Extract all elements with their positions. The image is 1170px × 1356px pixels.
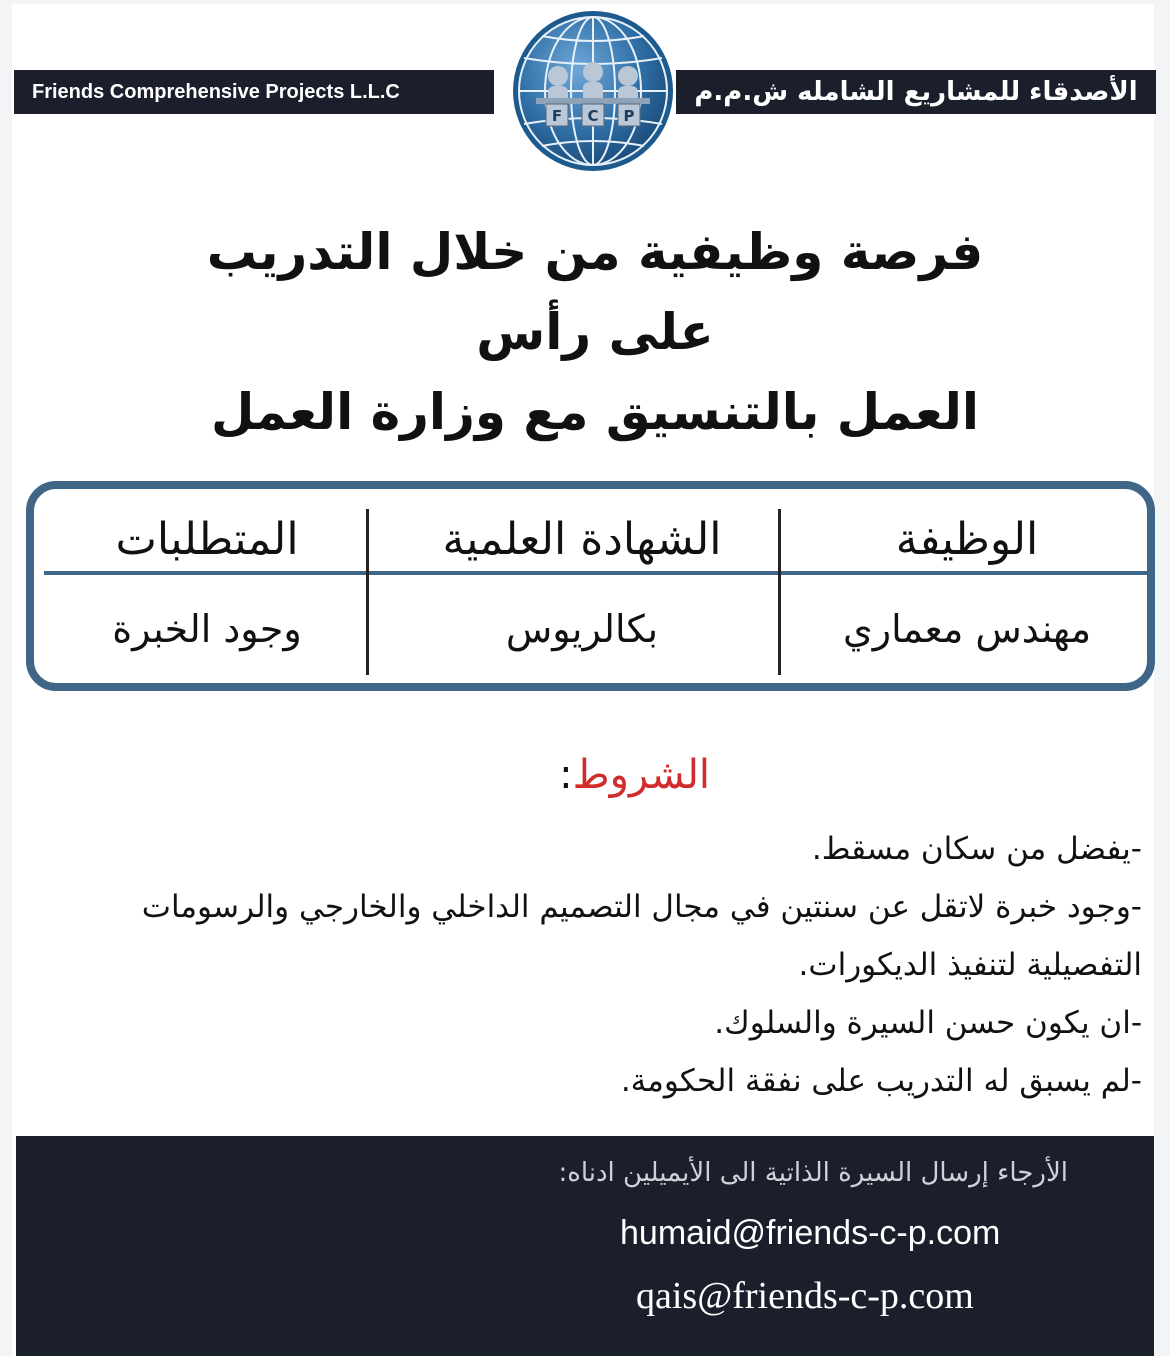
- company-name-ar-bar: [676, 70, 1156, 114]
- page-title: [150, 212, 1040, 452]
- logo-letter-f: F: [551, 107, 563, 125]
- cell-requirements: وجود الخبرة: [112, 607, 302, 651]
- header-job: الوظيفة: [895, 513, 1039, 565]
- header-degree: الشهادة العلمية: [442, 513, 722, 565]
- job-table: [26, 481, 1155, 691]
- conditions-title: الشروط: [572, 752, 710, 798]
- title-line-1: فرصة وظيفية من خلال التدريب على رأس: [206, 223, 984, 361]
- table-header-row: [34, 507, 1147, 571]
- condition-item: -يفضل من سكان مسقط.: [811, 831, 1142, 867]
- cv-instruction: الأرجاء إرسال السيرة الذاتية الى الأيميلين ادناه:: [558, 1158, 1068, 1188]
- condition-item: -ان يكون حسن السيرة والسلوك.: [714, 1005, 1142, 1041]
- logo-letter-c: C: [587, 107, 599, 125]
- company-name-en: Friends Comprehensive Projects L.L.C: [32, 80, 400, 103]
- cell-job: مهندس معماري: [842, 607, 1092, 651]
- company-name-ar: الأصدقاء للمشاريع الشامله ش.م.م: [694, 77, 1138, 107]
- table-row: [34, 589, 1147, 669]
- condition-item: -لم يسبق له التدريب على نفقة الحكومة.: [620, 1063, 1142, 1099]
- logo-letter-p: P: [623, 107, 635, 125]
- company-name-en-bar: [14, 70, 494, 114]
- cell-degree: بكالريوس: [505, 607, 659, 651]
- header-requirements: المتطلبات: [115, 513, 299, 565]
- title-line-2: العمل بالتنسيق مع وزارة العمل: [210, 383, 980, 441]
- conditions-colon: :: [559, 752, 573, 798]
- conditions-list: [130, 820, 1142, 1110]
- column-separator: [778, 509, 781, 675]
- contact-footer: [16, 1136, 1154, 1356]
- email-humaid[interactable]: humaid@friends-c-p.com: [620, 1214, 1001, 1252]
- table-divider: [44, 571, 1147, 575]
- email-qais[interactable]: qais@friends-c-p.com: [636, 1275, 974, 1317]
- condition-item: التفصيلية لتنفيذ الديكورات.: [798, 947, 1142, 983]
- column-separator: [366, 509, 369, 675]
- fcp-globe-logo: [510, 8, 676, 174]
- condition-item: -وجود خبرة لاتقل عن سنتين في مجال التصميم الداخلي والخارجي والرسومات: [141, 889, 1142, 925]
- conditions-heading: [520, 752, 710, 812]
